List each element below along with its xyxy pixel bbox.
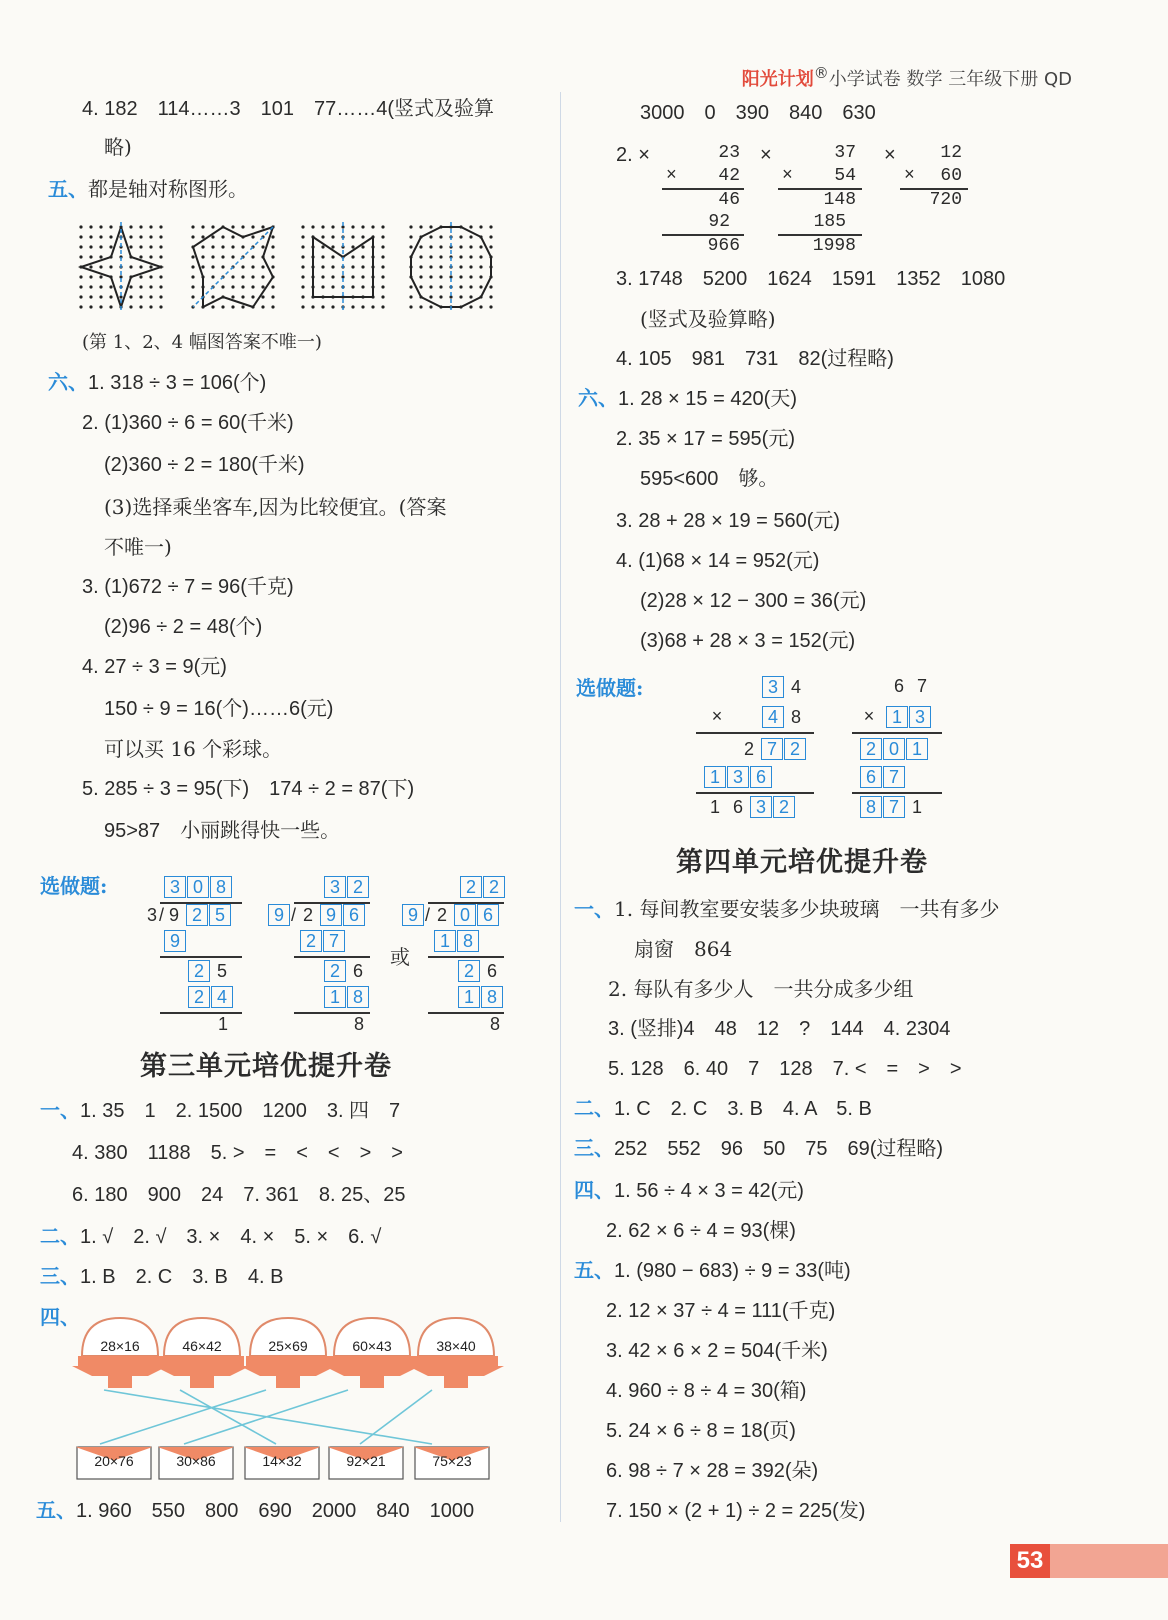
digit-box: 0 bbox=[187, 876, 209, 898]
digit-box: 2 bbox=[460, 876, 482, 898]
digit: 4 bbox=[790, 677, 801, 697]
digit-box: 2 bbox=[860, 738, 882, 760]
page-header bbox=[742, 64, 1072, 91]
digit-box: 0 bbox=[883, 738, 905, 760]
dividend-digit: 2 bbox=[436, 905, 447, 925]
answer-line: 7. 150 × (2 + 1) ÷ 2 = 225(发) bbox=[606, 1500, 866, 1522]
section-label: 一、 bbox=[574, 897, 614, 921]
answer-line: 2. 12 × 37 ÷ 4 = 111(千克) bbox=[606, 1300, 836, 1322]
digit: 1 bbox=[709, 797, 720, 817]
optional-label: 选做题: bbox=[40, 874, 108, 898]
digit-box: 6 bbox=[860, 766, 882, 788]
answer-line: 2. 35 × 17 = 595(元) bbox=[616, 428, 796, 450]
answer-line: 3. (1)672 ÷ 7 = 96(千克) bbox=[82, 576, 294, 598]
symmetry-figure-4 bbox=[406, 222, 496, 312]
times-sign: × bbox=[884, 144, 896, 166]
remainder: 8 bbox=[353, 1014, 364, 1034]
page-number: 53 bbox=[1010, 1544, 1050, 1578]
operand: 60 bbox=[940, 166, 962, 186]
answer-line: 2. (1)360 ÷ 6 = 60(千米) bbox=[82, 412, 294, 434]
digit-box: 8 bbox=[481, 986, 503, 1008]
answer-line: 2. 62 × 6 ÷ 4 = 93(棵) bbox=[606, 1220, 796, 1242]
digit-box: 2 bbox=[300, 930, 322, 952]
digit: 6 bbox=[893, 676, 904, 696]
answer-line: 2. 每队有多少人 一共分成多少组 bbox=[608, 977, 914, 1001]
remainder: 1 bbox=[217, 1014, 228, 1034]
digit-box: 2 bbox=[784, 738, 806, 760]
u4-section-4 bbox=[574, 1178, 804, 1204]
answer-line: 4. 27 ÷ 3 = 9(元) bbox=[82, 656, 227, 678]
section-label: 五、 bbox=[48, 177, 88, 201]
answer-line: 可以买 16 个彩球。 bbox=[104, 737, 283, 761]
answer-text: 1. 28 × 15 = 420(天) bbox=[618, 388, 798, 410]
answer-line: 3. 28 + 28 × 19 = 560(元) bbox=[616, 510, 841, 532]
answer-line: 3. (竖排)4 48 12 ? 144 4. 2304 bbox=[608, 1018, 951, 1040]
digit-box: 7 bbox=[883, 796, 905, 818]
digit-box: 3 bbox=[164, 876, 186, 898]
answer-text: 1. 每间教室要安装多少块玻璃 一共有多少 bbox=[614, 897, 1000, 921]
header-subtitle: 小学试卷 数学 三年级下册 QD bbox=[828, 69, 1072, 90]
answer-line: 3. 42 × 6 × 2 = 504(千米) bbox=[606, 1340, 828, 1362]
digit-box: 7 bbox=[761, 738, 783, 760]
operand: 54 bbox=[834, 166, 856, 186]
cake-label: 46×42 bbox=[182, 1338, 222, 1354]
cake-label: 60×43 bbox=[352, 1338, 392, 1354]
answer-line: (2)96 ÷ 2 = 48(个) bbox=[104, 616, 263, 638]
answer-line: 4. (1)68 × 14 = 952(元) bbox=[616, 550, 820, 572]
envelope-label: 92×21 bbox=[346, 1453, 386, 1469]
digit-box: 9 bbox=[320, 904, 342, 926]
digit-box: 6 bbox=[750, 766, 772, 788]
answer-text: 252 552 96 50 75 69(过程略) bbox=[614, 1138, 944, 1160]
symmetry-figure-2 bbox=[188, 222, 278, 312]
remainder: 8 bbox=[489, 1014, 500, 1034]
u3-section-3 bbox=[40, 1264, 283, 1290]
symmetry-figures bbox=[76, 222, 496, 312]
answer-line: 6. 180 900 24 7. 361 8. 25、25 bbox=[72, 1184, 406, 1206]
column-divider bbox=[560, 92, 561, 1522]
answer-line: 95>87 小丽跳得快一些。 bbox=[104, 820, 341, 842]
answer-line: (3)68 + 28 × 3 = 152(元) bbox=[640, 630, 856, 652]
operand: 42 bbox=[718, 166, 740, 186]
answer-line: (3)选择乘坐客车,因为比较便宜。(答案 bbox=[104, 495, 447, 519]
digit-box: 2 bbox=[773, 796, 795, 818]
section-six bbox=[48, 370, 266, 396]
envelope-label: 75×23 bbox=[432, 1453, 472, 1469]
digit: 5 bbox=[216, 961, 227, 981]
digit-box: 4 bbox=[211, 986, 233, 1008]
answer-line: (2)360 ÷ 2 = 180(千米) bbox=[104, 454, 305, 476]
envelope-item bbox=[158, 1446, 234, 1480]
answer-line: 2. × bbox=[616, 144, 650, 166]
answer-line: 扇窗 864 bbox=[634, 937, 733, 961]
digit: 1 bbox=[911, 797, 922, 817]
section-label: 三、 bbox=[40, 1266, 80, 1288]
cake-item bbox=[404, 1312, 508, 1392]
partial-product: 148 bbox=[823, 190, 856, 210]
digit: 7 bbox=[916, 676, 927, 696]
u4-section-2 bbox=[574, 1096, 872, 1122]
answer-line: 5. 128 6. 40 7 128 7. < = > > bbox=[608, 1058, 962, 1080]
answer-text: 1. 56 ÷ 4 × 3 = 42(元) bbox=[614, 1180, 804, 1202]
answer-line: 3. 1748 5200 1624 1591 1352 1080 bbox=[616, 268, 1006, 290]
product: 720 bbox=[929, 190, 962, 210]
digit-box: 1 bbox=[324, 986, 346, 1008]
answer-line: 150 ÷ 9 = 16(个)……6(元) bbox=[104, 698, 334, 720]
digit-box: 1 bbox=[434, 930, 456, 952]
digit: 2 bbox=[743, 739, 754, 759]
digit-box: 6 bbox=[343, 904, 365, 926]
symmetry-figure-3 bbox=[298, 222, 388, 312]
envelope-label: 20×76 bbox=[94, 1453, 134, 1469]
brand-name: 阳光计划 bbox=[741, 69, 814, 90]
digit-box: 4 bbox=[762, 706, 784, 728]
answer-text: 1. 960 550 800 690 2000 840 1000 bbox=[76, 1500, 475, 1522]
envelope-item bbox=[76, 1446, 152, 1480]
times-sign: × bbox=[782, 166, 793, 186]
section-label: 六、 bbox=[48, 372, 88, 394]
dividend-digit: 2 bbox=[302, 905, 313, 925]
envelope-item bbox=[414, 1446, 490, 1480]
digit-box: 5 bbox=[209, 904, 231, 926]
operand: 23 bbox=[718, 143, 740, 163]
answer-line: (2)28 × 12 − 300 = 36(元) bbox=[640, 590, 867, 612]
section-label: 二、 bbox=[40, 1226, 80, 1248]
registered-mark: ® bbox=[813, 64, 829, 82]
times-sign: × bbox=[760, 144, 772, 166]
digit-box: 7 bbox=[323, 930, 345, 952]
digit: 8 bbox=[790, 707, 801, 727]
section-five bbox=[48, 176, 248, 202]
digit-box: 1 bbox=[906, 738, 928, 760]
answer-line: 5. 285 ÷ 3 = 95(下) 174 ÷ 2 = 87(下) bbox=[82, 778, 415, 800]
page-number-bar bbox=[1050, 1544, 1168, 1578]
answer-text: 1. √ 2. √ 3. × 4. × 5. × 6. √ bbox=[80, 1226, 382, 1248]
digit-box: 2 bbox=[458, 960, 480, 982]
answer-line: 4. 380 1188 5. > = < < > > bbox=[72, 1142, 403, 1164]
times-sign: × bbox=[666, 166, 677, 186]
envelope-label: 14×32 bbox=[262, 1453, 302, 1469]
envelope-item bbox=[328, 1446, 404, 1480]
partial-product: 185 bbox=[813, 212, 846, 232]
matching-lines bbox=[60, 1388, 520, 1448]
answer-line: (竖式及验算略) bbox=[640, 307, 776, 331]
digit-box: 8 bbox=[860, 796, 882, 818]
cake-label: 25×69 bbox=[268, 1338, 308, 1354]
unit3-title: 第三单元培优提升卷 bbox=[140, 1051, 392, 1082]
answer-line: 4. 182 114……3 101 77……4(竖式及验算 bbox=[82, 98, 495, 120]
answer-line: 6. 98 ÷ 7 × 28 = 392(朵) bbox=[606, 1460, 819, 1482]
digit-box: 6 bbox=[477, 904, 499, 926]
partial-product: 46 bbox=[718, 190, 740, 210]
answer-text: 1. C 2. C 3. B 4. A 5. B bbox=[614, 1098, 872, 1120]
note-line: (第 1、2、4 幅图答案不唯一) bbox=[82, 332, 322, 353]
times-sign: × bbox=[863, 706, 875, 726]
digit-box: 9 bbox=[402, 904, 424, 926]
optional-label: 选做题: bbox=[576, 676, 644, 700]
digit-box: 0 bbox=[454, 904, 476, 926]
digit-box: 2 bbox=[188, 986, 210, 1008]
symmetry-figure-1 bbox=[76, 222, 166, 312]
digit-box: 8 bbox=[457, 930, 479, 952]
digit-box: 3 bbox=[324, 876, 346, 898]
digit-box: 3 bbox=[750, 796, 772, 818]
digit-box: 1 bbox=[886, 706, 908, 728]
divisor-digit: 3 bbox=[146, 905, 157, 925]
digit: 6 bbox=[732, 797, 743, 817]
digit-box: 1 bbox=[458, 986, 480, 1008]
u3-section-1 bbox=[40, 1098, 400, 1124]
cake-label: 38×40 bbox=[436, 1338, 476, 1354]
u3-section-5 bbox=[36, 1498, 474, 1524]
section-label: 四、 bbox=[40, 1305, 80, 1329]
answer-text: 1. 318 ÷ 3 = 106(个) bbox=[88, 372, 267, 394]
operand: 12 bbox=[940, 143, 962, 163]
digit-box: 2 bbox=[186, 904, 208, 926]
answer-line: 5. 24 × 6 ÷ 8 = 18(页) bbox=[606, 1420, 796, 1442]
u4-section-1 bbox=[574, 896, 999, 922]
digit-box: 3 bbox=[727, 766, 749, 788]
section-label: 二、 bbox=[574, 1098, 614, 1120]
cake-label: 28×16 bbox=[100, 1338, 140, 1354]
section-label: 一、 bbox=[40, 1100, 80, 1122]
operand: 37 bbox=[834, 143, 856, 163]
digit: 6 bbox=[486, 961, 497, 981]
or-text: 或 bbox=[390, 945, 410, 969]
answer-line: 3000 0 390 840 630 bbox=[640, 102, 876, 124]
times-sign: × bbox=[904, 166, 915, 186]
section-label: 五、 bbox=[574, 1260, 614, 1282]
digit-box: 2 bbox=[188, 960, 210, 982]
digit-box: 8 bbox=[347, 986, 369, 1008]
digit-box: 2 bbox=[324, 960, 346, 982]
unit4-title: 第四单元培优提升卷 bbox=[676, 847, 928, 878]
r-section-six bbox=[578, 386, 797, 412]
digit: 6 bbox=[352, 961, 363, 981]
digit-box: 3 bbox=[909, 706, 931, 728]
answer-line: 不唯一) bbox=[104, 535, 172, 559]
times-sign: × bbox=[711, 706, 723, 726]
section-label: 三、 bbox=[574, 1138, 614, 1160]
digit-box: 2 bbox=[483, 876, 505, 898]
envelope-item bbox=[244, 1446, 320, 1480]
answer-line: 4. 105 981 731 82(过程略) bbox=[616, 348, 894, 370]
answer-text: 1. (980 − 683) ÷ 9 = 33(吨) bbox=[614, 1260, 851, 1282]
u4-section-5 bbox=[574, 1258, 851, 1284]
u4-section-3 bbox=[574, 1136, 943, 1162]
envelope-label: 30×86 bbox=[176, 1453, 216, 1469]
dividend-digit: 9 bbox=[168, 905, 179, 925]
partial-product: 92 bbox=[708, 212, 730, 232]
product: 1998 bbox=[812, 236, 856, 256]
section-label: 五、 bbox=[36, 1500, 76, 1522]
digit-box: 9 bbox=[164, 930, 186, 952]
answer-text: 1. 35 1 2. 1500 1200 3. 四 7 bbox=[80, 1100, 401, 1122]
u3-section-2 bbox=[40, 1224, 381, 1250]
section-label: 六、 bbox=[578, 388, 618, 410]
section-label: 四、 bbox=[574, 1180, 614, 1202]
product: 966 bbox=[707, 236, 740, 256]
digit-box: 3 bbox=[762, 676, 784, 698]
digit-box: 8 bbox=[210, 876, 232, 898]
answer-line: 略) bbox=[104, 135, 132, 159]
answer-text: 1. B 2. C 3. B 4. B bbox=[80, 1266, 284, 1288]
digit-box: 2 bbox=[347, 876, 369, 898]
digit-box: 1 bbox=[704, 766, 726, 788]
answer-line: 595<600 够。 bbox=[640, 468, 779, 490]
answer-line: 4. 960 ÷ 8 ÷ 4 = 30(箱) bbox=[606, 1380, 807, 1402]
digit-box: 7 bbox=[883, 766, 905, 788]
answer-text: 都是轴对称图形。 bbox=[88, 177, 248, 201]
digit-box: 9 bbox=[268, 904, 290, 926]
